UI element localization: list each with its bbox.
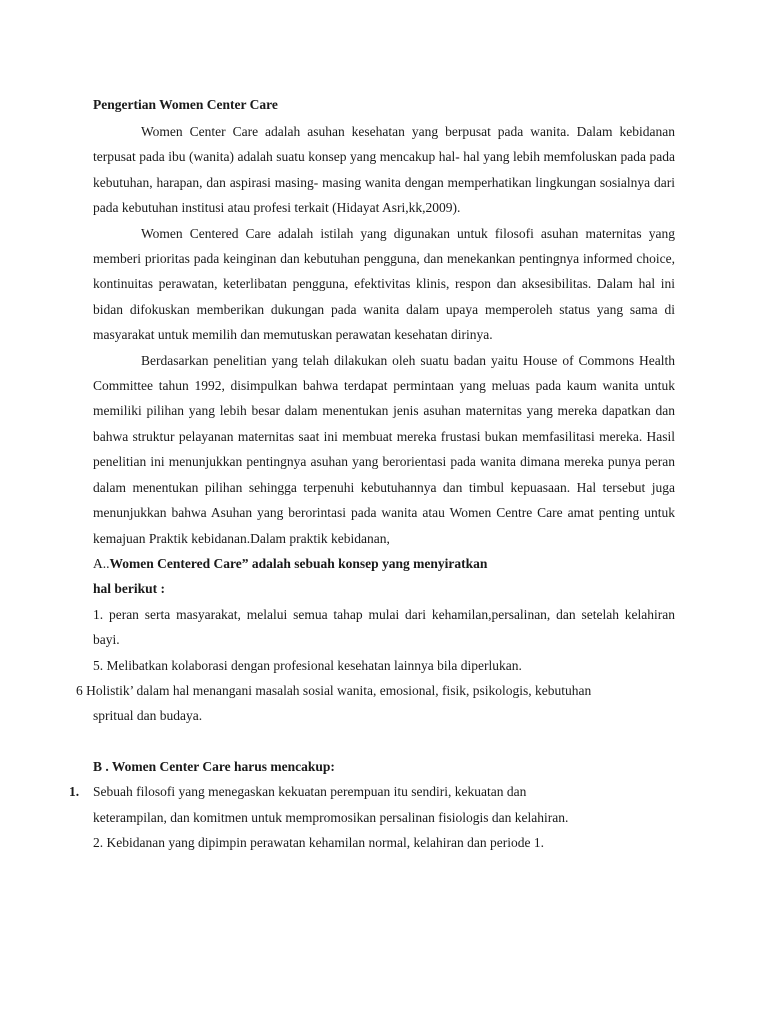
paragraph-2: Women Centered Care adalah istilah yang digunakan untuk filosofi asuhan maternitas yang memberi prioritas pada keinginan dan kebutuhan pengguna, dan menekankan pentingnya informed choice, kontinuitas perawatan, keterlibatan pengguna, efektivitas klinis, respon dan aksesibilitas. Dalam hal ini bidan difokuskan memberikan dukungan pada wanita dalam upaya memperoleh status yang sama di masyarakat untuk memilih dan memutuskan perawatan kesehatan dirinya.: [93, 225, 675, 343]
section-b-heading: B . Women Center Care harus mencakup:: [93, 758, 335, 774]
section-b-item-1: [69, 779, 675, 830]
section-a-item-5: 5. Melibatkan kolaborasi dengan profesional kesehatan lainnya bila diperlukan.: [93, 657, 522, 673]
section-b-item-1-continuation: keterampilan, dan komitmen untuk mempromosikan persalinan fisiologis dan kelahiran.: [93, 809, 569, 825]
section-b-item-1-text: Sebuah filosofi yang menegaskan kekuatan perempuan itu sendiri, kekuatan dan: [93, 784, 527, 800]
spacer: [93, 729, 675, 754]
document-title: Pengertian Women Center Care: [93, 97, 278, 112]
section-a-heading: [93, 551, 675, 576]
section-b-item-2: 2. Kebidanan yang dipimpin perawatan kehamilan normal, kelahiran dan periode 1.: [93, 834, 544, 850]
paragraph-3: Berdasarkan penelitian yang telah dilakukan oleh suatu badan yaitu House of Commons Health Committee tahun 1992, disimpulkan bahwa terdapat permintaan yang meluas pada kaum wanita untuk memiliki pilihan yang lebih besar dalam menentukan jenis asuhan maternitas yang mereka dapatkan dan bahwa struktur pelayanan maternitas saat ini membuat mereka frustasi bukan memfasilitasi mereka. Hasil penelitian ini menunjukkan pentingnya asuhan yang berorientasi pada wanita dimana mereka punya peran dalam menentukan pilihan sehingga terpenuhi kebutuhannya dan timbul kepuasaan. Hal tersebut juga menunjukkan bahwa Asuhan yang berorintasi pada wanita atau Women Centre Care amat penting untuk kemajuan Praktik kebidanan.Dalam praktik kebidanan,: [93, 352, 675, 546]
section-b-item-1-number: 1.: [69, 784, 80, 800]
section-a-item-1: 1. peran serta masyarakat, melalui semua tahap mulai dari kehamilan,persalinan, dan setelah kelahiran bayi.: [93, 606, 675, 648]
section-a-heading-line1: Women Centered Care” adalah sebuah konsep yang menyiratkan: [109, 555, 488, 571]
section-a-item-6-line1: 6 Holistik’ dalam hal menangani masalah sosial wanita, emosional, fisik, psikologis, kebutuhan: [76, 682, 592, 698]
document-body: [69, 119, 675, 855]
section-a-item-6-line2: spritual dan budaya.: [93, 708, 203, 724]
section-a-item-6: [76, 678, 675, 729]
section-a-heading-line2: hal berikut :: [93, 581, 166, 597]
paragraph-1: Women Center Care adalah asuhan kesehatan yang berpusat pada wanita. Dalam kebidanan terpusat pada ibu (wanita) adalah suatu konsep yang mencakup hal- hal yang lebih memfoluskan pada pada kebutuhan, harapan, dan aspirasi masing- masing wanita dengan memperhatikan lingkungan sosialnya dari pada kebutuhan institusi atau profesi terkait (Hidayat Asri,kk,2009).: [93, 124, 675, 216]
section-a-prefix: A..: [93, 555, 110, 571]
